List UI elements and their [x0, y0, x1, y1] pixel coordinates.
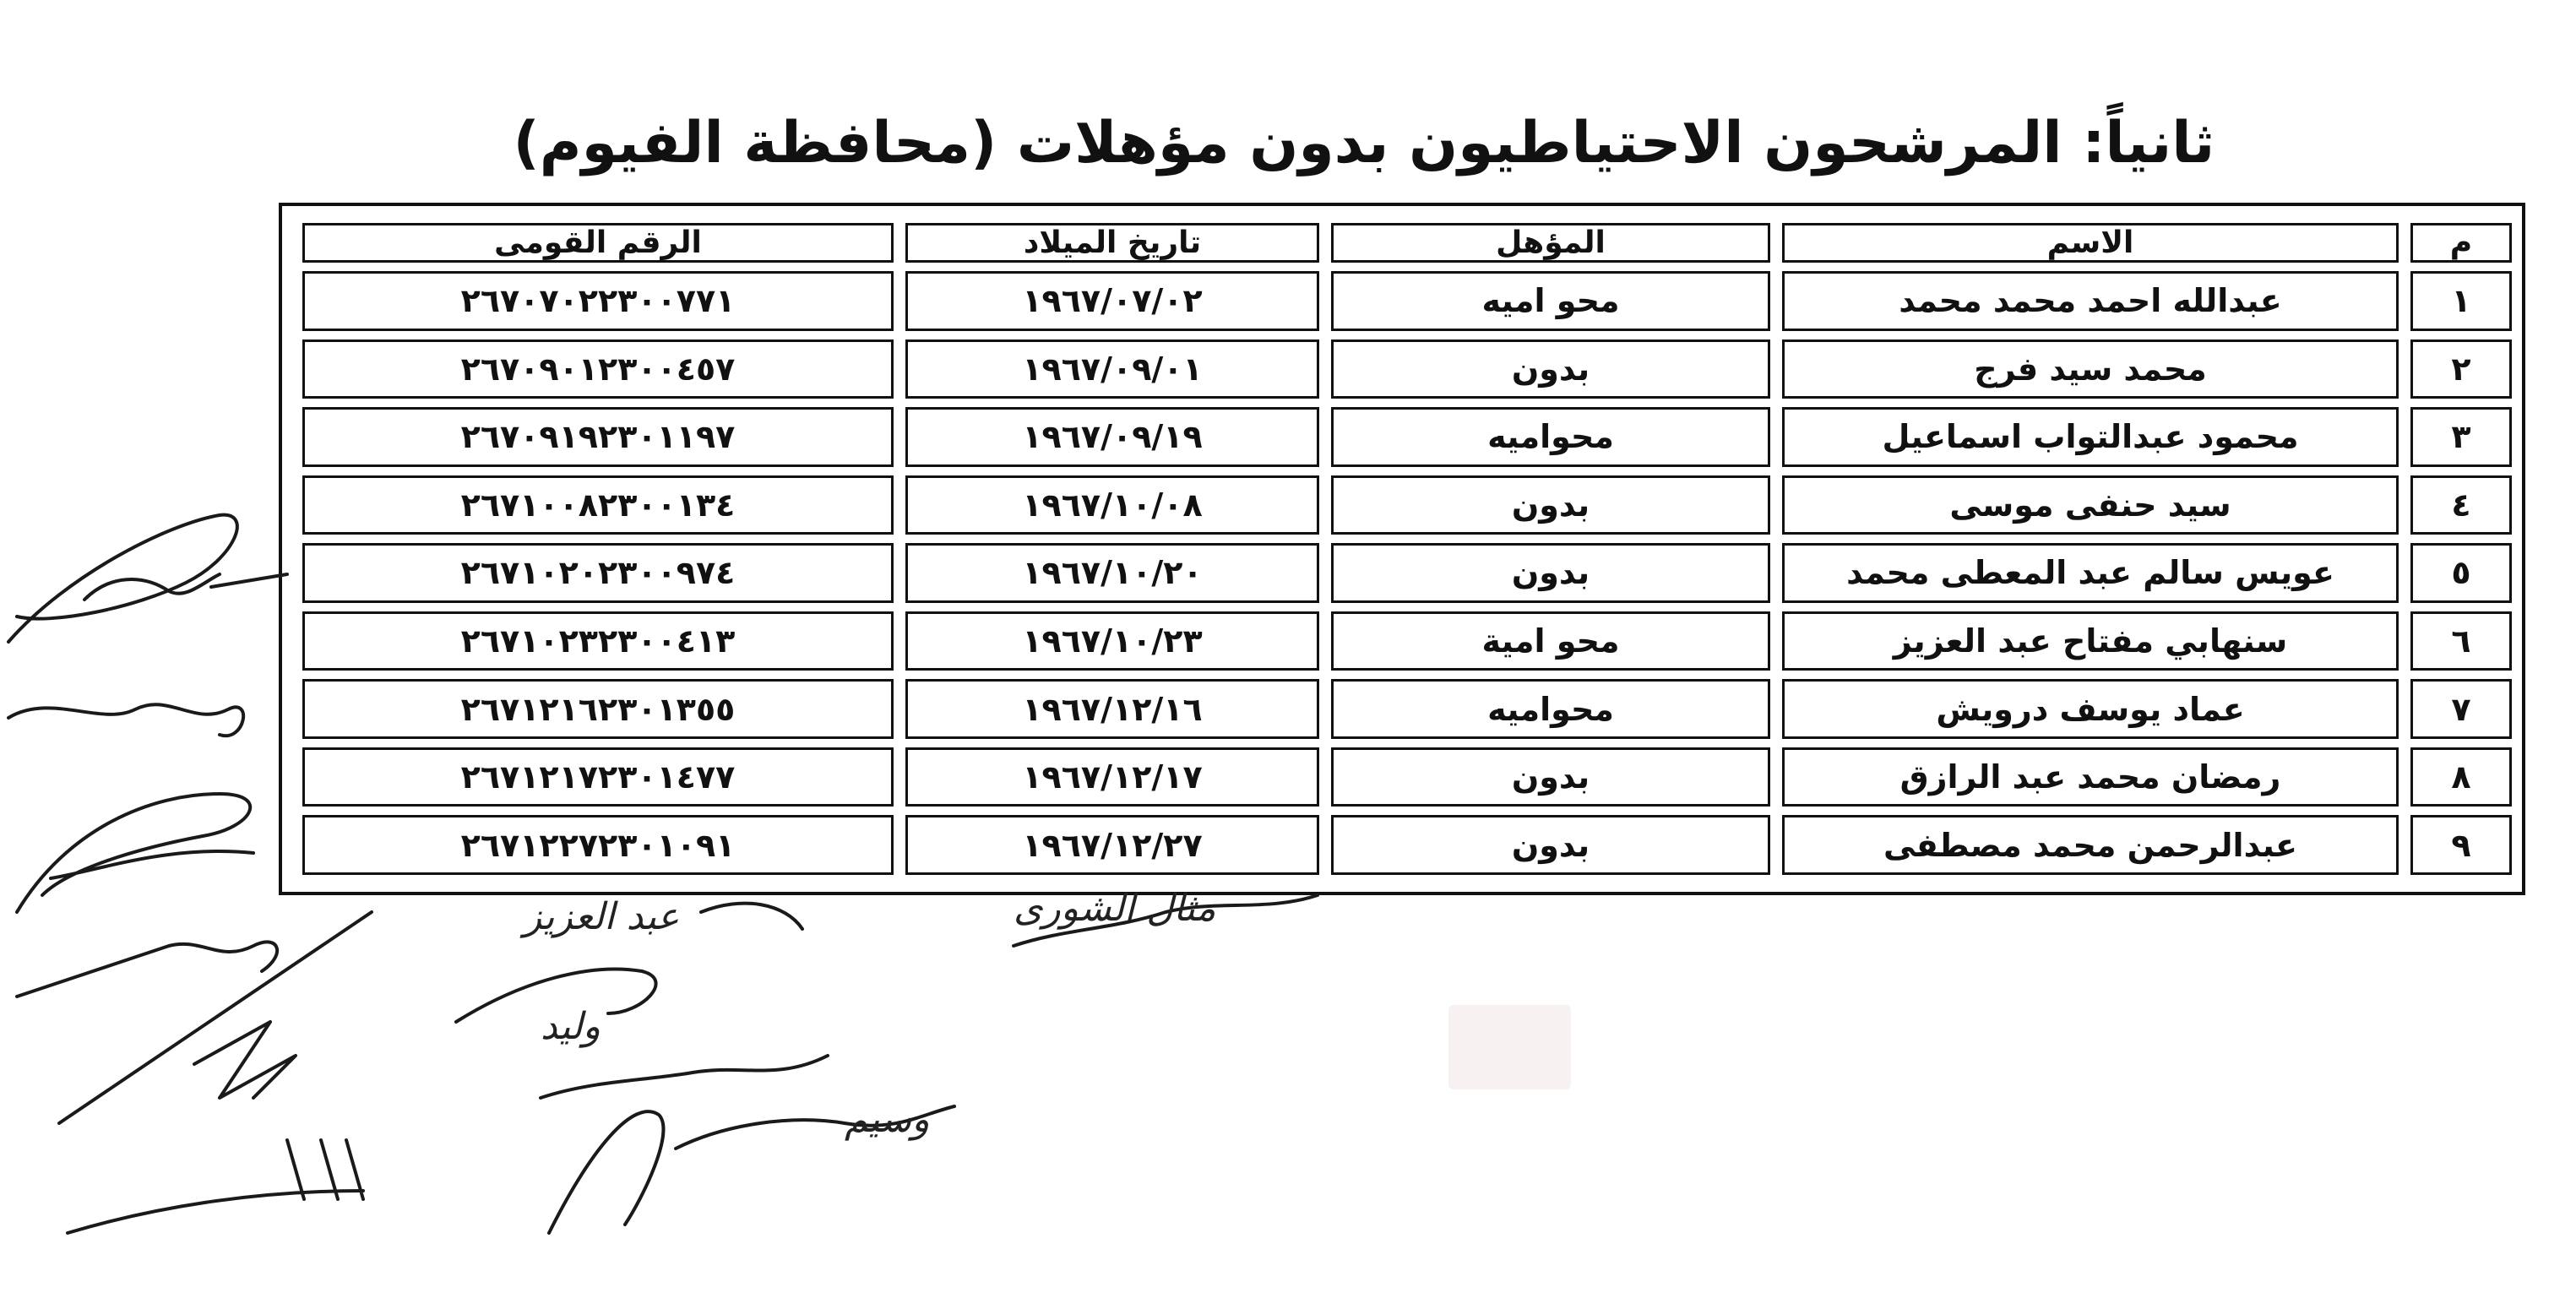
row-national-id: ٢٦٧٠٧٠٢٢٣٠٠٧٧١ — [302, 271, 894, 331]
signature-stroke — [84, 574, 287, 600]
row-index: ٤ — [2410, 475, 2512, 535]
signature-stroke — [68, 1140, 363, 1233]
row-national-id: ٢٦٧٠٩١٩٢٣٠١١٩٧ — [302, 407, 894, 467]
row-index: ٥ — [2410, 543, 2512, 603]
table-header-row — [302, 223, 2512, 263]
row-qualification: بدون — [1331, 815, 1770, 875]
scan-artifact — [1448, 1005, 1571, 1089]
header-birth-date: تاريخ الميلاد — [905, 223, 1319, 263]
row-index: ٣ — [2410, 407, 2512, 467]
row-name: عويس سالم عبد المعطى محمد — [1782, 543, 2399, 603]
table-row — [302, 475, 2512, 535]
signature-text: عبد العزيز — [524, 895, 680, 938]
row-qualification: محو اميه — [1331, 271, 1770, 331]
document-title: ثانياً: المرشحون الاحتياطيون بدون مؤهلات (محافظة الفيوم) — [513, 110, 2215, 177]
row-qualification: بدون — [1331, 747, 1770, 807]
row-birth-date: ١٩٦٧/٠٩/١٩ — [905, 407, 1319, 467]
row-name: رمضان محمد عبد الرازق — [1782, 747, 2399, 807]
candidates-table — [291, 215, 2524, 883]
row-qualification: بدون — [1331, 475, 1770, 535]
row-national-id: ٢٦٧١٠٢٣٢٣٠٠٤١٣ — [302, 611, 894, 671]
row-qualification: محو امية — [1331, 611, 1770, 671]
row-national-id: ٢٦٧١٢٢٧٢٣٠١٠٩١ — [302, 815, 894, 875]
row-name: عبدالله احمد محمد محمد — [1782, 271, 2399, 331]
row-index: ١ — [2410, 271, 2512, 331]
row-qualification: بدون — [1331, 543, 1770, 603]
row-qualification: محواميه — [1331, 407, 1770, 467]
row-national-id: ٢٦٧١٠٠٨٢٣٠٠١٣٤ — [302, 475, 894, 535]
row-birth-date: ١٩٦٧/١٠/٢٣ — [905, 611, 1319, 671]
row-name: عبدالرحمن محمد مصطفى — [1782, 815, 2399, 875]
row-national-id: ٢٦٧١٢١٧٢٣٠١٤٧٧ — [302, 747, 894, 807]
table-row — [302, 339, 2512, 399]
row-index: ٦ — [2410, 611, 2512, 671]
signature-stroke — [59, 912, 372, 1123]
table-row — [302, 543, 2512, 603]
row-name: محمد سيد فرج — [1782, 339, 2399, 399]
signature-stroke — [8, 515, 237, 642]
table-row — [302, 407, 2512, 467]
row-index: ٢ — [2410, 339, 2512, 399]
row-birth-date: ١٩٦٧/١٢/١٦ — [905, 679, 1319, 739]
signature-stroke — [541, 1056, 828, 1098]
table-row — [302, 747, 2512, 807]
row-national-id: ٢٦٧١٢١٦٢٣٠١٣٥٥ — [302, 679, 894, 739]
table-row — [302, 271, 2512, 331]
header-index: م — [2410, 223, 2512, 263]
row-national-id: ٢٦٧١٠٢٠٢٣٠٠٩٧٤ — [302, 543, 894, 603]
row-index: ٩ — [2410, 815, 2512, 875]
row-name: محمود عبدالتواب اسماعيل — [1782, 407, 2399, 467]
row-name: عماد يوسف درويش — [1782, 679, 2399, 739]
header-national-id: الرقم القومى — [302, 223, 894, 263]
signature-stroke — [17, 942, 277, 997]
row-birth-date: ١٩٦٧/٠٩/٠١ — [905, 339, 1319, 399]
table-row — [302, 815, 2512, 875]
row-birth-date: ١٩٦٧/١٢/١٧ — [905, 747, 1319, 807]
table-row — [302, 679, 2512, 739]
row-name: سيد حنفى موسى — [1782, 475, 2399, 535]
header-name: الاسم — [1782, 223, 2399, 263]
signature-text: مثال الشورى — [1014, 887, 1216, 930]
row-qualification: بدون — [1331, 339, 1770, 399]
row-birth-date: ١٩٦٧/٠٧/٠٢ — [905, 271, 1319, 331]
row-name: سنهابي مفتاح عبد العزيز — [1782, 611, 2399, 671]
row-index: ٧ — [2410, 679, 2512, 739]
row-birth-date: ١٩٦٧/١٢/٢٧ — [905, 815, 1319, 875]
table-row — [302, 611, 2512, 671]
signature-stroke — [8, 704, 243, 736]
row-qualification: محواميه — [1331, 679, 1770, 739]
signature-text: وليد — [541, 1005, 601, 1048]
row-national-id: ٢٦٧٠٩٠١٢٣٠٠٤٥٧ — [302, 339, 894, 399]
row-birth-date: ١٩٦٧/١٠/٢٠ — [905, 543, 1319, 603]
row-index: ٨ — [2410, 747, 2512, 807]
signature-stroke — [17, 794, 253, 912]
signature-text: وسيم — [845, 1098, 930, 1141]
row-birth-date: ١٩٦٧/١٠/٠٨ — [905, 475, 1319, 535]
header-qualification: المؤهل — [1331, 223, 1770, 263]
candidates-table-frame — [279, 203, 2525, 895]
